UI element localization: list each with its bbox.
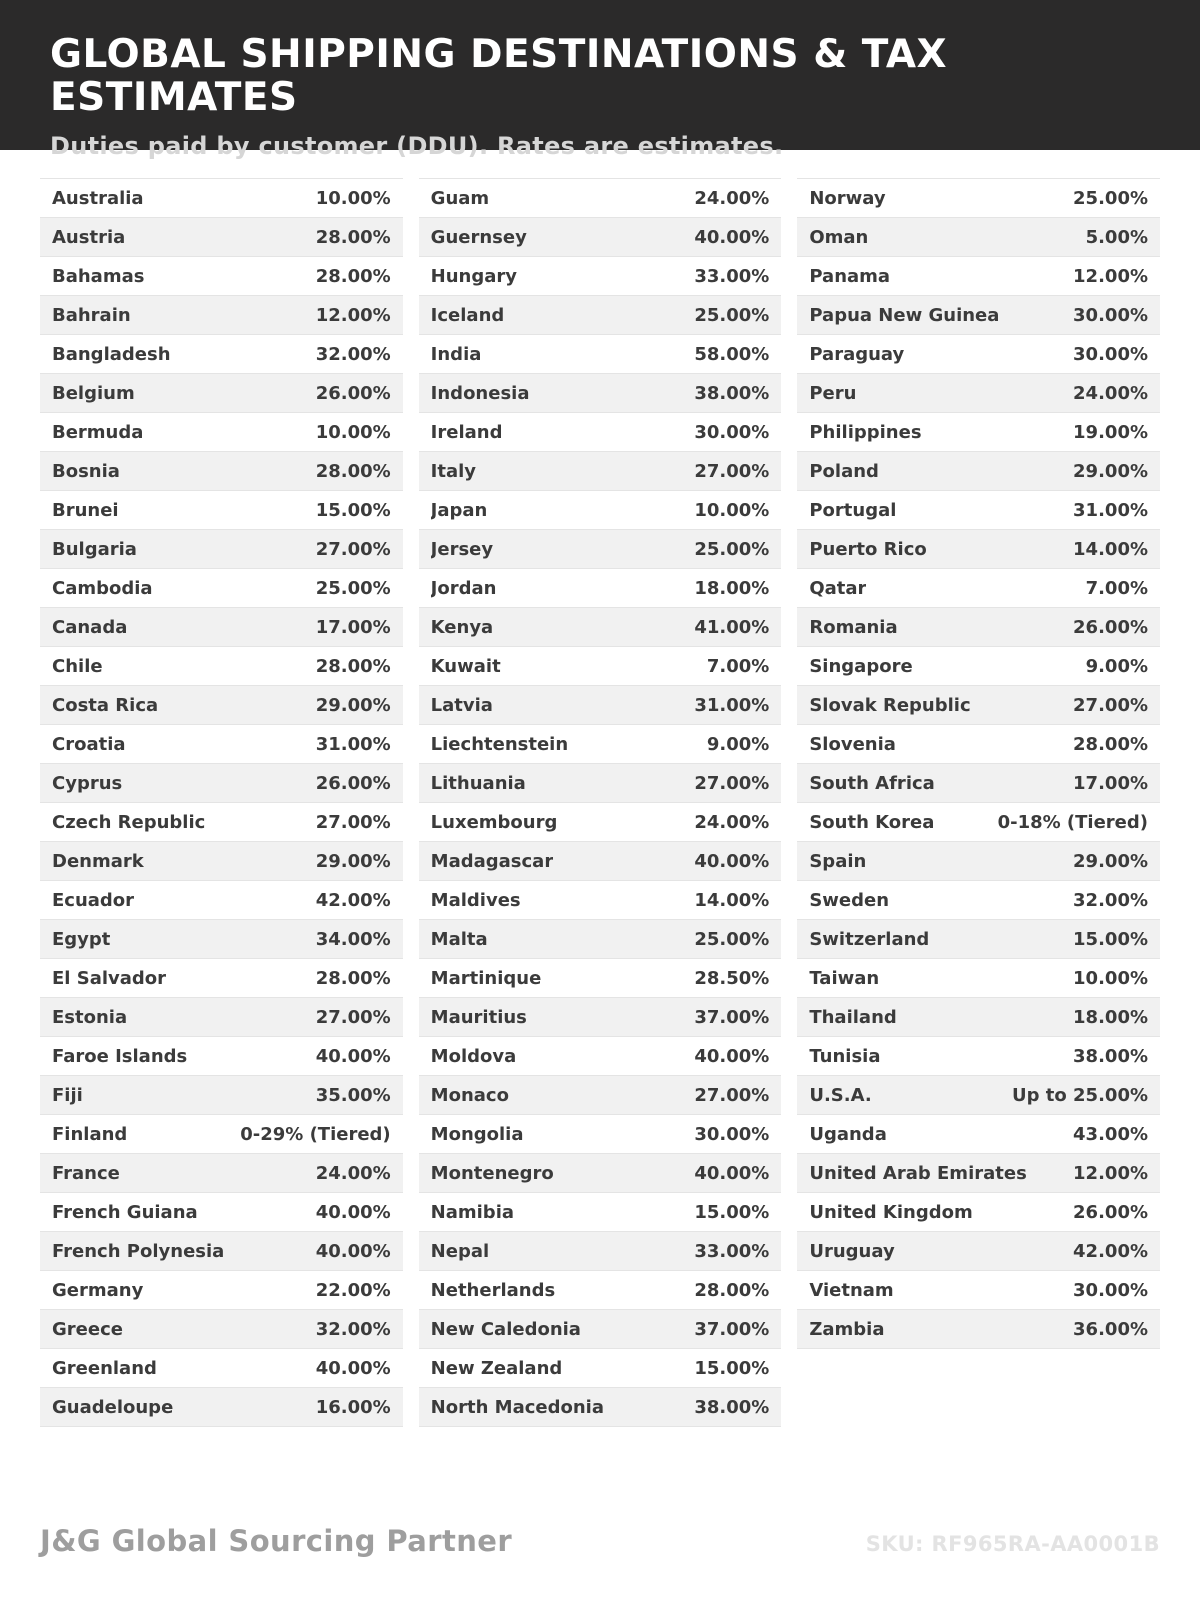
tax-rate: 27.00%: [694, 460, 770, 482]
tax-rate: 12.00%: [1073, 265, 1149, 287]
table-row: [40, 1154, 403, 1193]
table-row: [419, 764, 782, 803]
tax-rate: 30.00%: [1073, 1279, 1149, 1301]
table-row: [797, 374, 1160, 413]
table-row: [797, 530, 1160, 569]
page-title: GLOBAL SHIPPING DESTINATIONS & TAX ESTIMATES: [50, 32, 948, 120]
tax-rate: 40.00%: [315, 1240, 391, 1262]
tax-rate: 33.00%: [694, 265, 770, 287]
country-name: South Korea: [809, 811, 935, 833]
table-row: [797, 1310, 1160, 1349]
table-row: [797, 1076, 1160, 1115]
country-name: Japan: [430, 499, 488, 521]
table-row: [419, 1349, 782, 1388]
tax-rate: 15.00%: [315, 499, 391, 521]
page-subtitle: Duties paid by customer (DDU). Rates are estimates.: [50, 131, 784, 160]
tax-rate: 33.00%: [694, 1240, 770, 1262]
country-name: Greece: [52, 1318, 123, 1340]
table-row: [419, 335, 782, 374]
tax-rate: 31.00%: [1073, 499, 1149, 521]
tax-rate: 28.00%: [1073, 733, 1149, 755]
country-name: Indonesia: [430, 382, 530, 404]
rates-table: [0, 150, 1200, 1427]
table-row: [419, 257, 782, 296]
country-name: Guam: [430, 187, 490, 209]
table-row: [40, 725, 403, 764]
country-name: Maldives: [430, 889, 521, 911]
tax-rate: 40.00%: [315, 1357, 391, 1379]
country-name: Moldova: [430, 1045, 517, 1067]
table-row: [40, 179, 403, 218]
tax-rate: 17.00%: [1073, 772, 1149, 794]
country-name: Luxembourg: [430, 811, 558, 833]
country-name: Costa Rica: [52, 694, 159, 716]
tax-rate: 5.00%: [1085, 226, 1149, 248]
table-row: [40, 452, 403, 491]
tax-rate: 15.00%: [694, 1357, 770, 1379]
table-row: [797, 569, 1160, 608]
tax-rate: 58.00%: [694, 343, 770, 365]
country-name: Austria: [52, 226, 126, 248]
rate-column: [419, 178, 782, 1427]
country-name: Portugal: [809, 499, 897, 521]
table-row: [797, 257, 1160, 296]
table-row: [797, 803, 1160, 842]
country-name: Australia: [52, 187, 144, 209]
tax-rate: 24.00%: [694, 811, 770, 833]
tax-rate: 26.00%: [1073, 1201, 1149, 1223]
table-row: [419, 998, 782, 1037]
table-row: [419, 1232, 782, 1271]
table-row: [419, 686, 782, 725]
tax-rate: 40.00%: [694, 226, 770, 248]
country-name: New Zealand: [430, 1357, 563, 1379]
country-name: Nepal: [430, 1240, 490, 1262]
table-row: [419, 608, 782, 647]
country-name: Iceland: [430, 304, 505, 326]
tax-rate: 28.50%: [694, 967, 770, 989]
tax-rate: Up to 25.00%: [1012, 1084, 1149, 1106]
brand-text: J&G Global Sourcing Partner: [40, 1524, 513, 1558]
table-row: [40, 296, 403, 335]
table-row: [40, 1388, 403, 1427]
country-name: Poland: [809, 460, 879, 482]
tax-rate: 37.00%: [694, 1006, 770, 1028]
tax-rate: 10.00%: [694, 499, 770, 521]
country-name: Montenegro: [430, 1162, 554, 1184]
table-row: [797, 1154, 1160, 1193]
country-name: Peru: [809, 382, 857, 404]
tax-rate: 42.00%: [1073, 1240, 1149, 1262]
tax-rate: 30.00%: [1073, 304, 1149, 326]
tax-rate: 17.00%: [315, 616, 391, 638]
tax-rate: 32.00%: [1073, 889, 1149, 911]
country-name: Martinique: [430, 967, 542, 989]
table-row: [419, 1154, 782, 1193]
tax-rate: 36.00%: [1073, 1318, 1149, 1340]
country-name: Cyprus: [52, 772, 123, 794]
table-row: [419, 1271, 782, 1310]
country-name: United Arab Emirates: [809, 1162, 1027, 1184]
tax-rate: 29.00%: [1073, 850, 1149, 872]
country-name: Bangladesh: [52, 343, 171, 365]
tax-rate: 26.00%: [315, 772, 391, 794]
table-row: [419, 413, 782, 452]
table-row: [40, 1115, 403, 1154]
table-row: [40, 374, 403, 413]
country-name: Taiwan: [809, 967, 880, 989]
country-name: Brunei: [52, 499, 119, 521]
country-name: Germany: [52, 1279, 144, 1301]
country-name: Papua New Guinea: [809, 304, 1000, 326]
table-row: [419, 1388, 782, 1427]
tax-rate: 42.00%: [315, 889, 391, 911]
tax-rate: 10.00%: [1073, 967, 1149, 989]
tax-rate: 28.00%: [315, 265, 391, 287]
tax-rate: 15.00%: [1073, 928, 1149, 950]
country-name: Croatia: [52, 733, 126, 755]
tax-rate: 7.00%: [1085, 577, 1149, 599]
country-name: Kenya: [430, 616, 494, 638]
country-name: Estonia: [52, 1006, 128, 1028]
country-name: Vietnam: [809, 1279, 894, 1301]
tax-rate: 31.00%: [315, 733, 391, 755]
tax-rate: 27.00%: [694, 772, 770, 794]
country-name: Italy: [430, 460, 477, 482]
country-name: Romania: [809, 616, 898, 638]
country-name: Czech Republic: [52, 811, 206, 833]
table-row: [797, 647, 1160, 686]
table-row: [797, 608, 1160, 647]
table-row: [419, 842, 782, 881]
tax-rate: 12.00%: [315, 304, 391, 326]
table-row: [797, 881, 1160, 920]
country-name: Liechtenstein: [430, 733, 569, 755]
table-row: [419, 1310, 782, 1349]
table-row: [419, 179, 782, 218]
tax-rate: 9.00%: [1085, 655, 1149, 677]
tax-rate: 40.00%: [694, 1045, 770, 1067]
tax-rate: 24.00%: [1073, 382, 1149, 404]
country-name: Singapore: [809, 655, 913, 677]
country-name: France: [52, 1162, 120, 1184]
country-name: Monaco: [430, 1084, 509, 1106]
table-row: [419, 218, 782, 257]
table-row: [419, 803, 782, 842]
table-row: [797, 452, 1160, 491]
country-name: Fiji: [52, 1084, 83, 1106]
table-row: [419, 1193, 782, 1232]
country-name: Panama: [809, 265, 891, 287]
tax-rate: 28.00%: [315, 655, 391, 677]
tax-rate: 30.00%: [1073, 343, 1149, 365]
tax-rate: 24.00%: [694, 187, 770, 209]
table-row: [797, 1193, 1160, 1232]
tax-rate: 30.00%: [694, 421, 770, 443]
table-row: [40, 959, 403, 998]
country-name: French Polynesia: [52, 1240, 225, 1262]
tax-rate: 26.00%: [315, 382, 391, 404]
table-row: [40, 335, 403, 374]
country-name: North Macedonia: [430, 1396, 604, 1418]
table-row: [797, 1232, 1160, 1271]
tax-rate: 18.00%: [694, 577, 770, 599]
table-row: [419, 452, 782, 491]
tax-rate: 40.00%: [694, 1162, 770, 1184]
tax-rate: 38.00%: [694, 382, 770, 404]
country-name: Canada: [52, 616, 128, 638]
table-row: [419, 374, 782, 413]
table-row: [40, 686, 403, 725]
table-row: [419, 530, 782, 569]
table-row: [40, 1232, 403, 1271]
tax-rate: 38.00%: [1073, 1045, 1149, 1067]
tax-rate: 12.00%: [1073, 1162, 1149, 1184]
tax-rate: 25.00%: [315, 577, 391, 599]
tax-rate: 14.00%: [694, 889, 770, 911]
country-name: Oman: [809, 226, 869, 248]
table-row: [40, 842, 403, 881]
table-row: [40, 998, 403, 1037]
country-name: Sweden: [809, 889, 890, 911]
tax-rate: 27.00%: [1073, 694, 1149, 716]
tax-rate: 26.00%: [1073, 616, 1149, 638]
table-row: [797, 998, 1160, 1037]
tax-rate: 0-18% (Tiered): [997, 811, 1149, 833]
table-row: [797, 686, 1160, 725]
table-row: [40, 608, 403, 647]
tax-rate: 10.00%: [315, 421, 391, 443]
country-name: Uruguay: [809, 1240, 895, 1262]
country-name: Greenland: [52, 1357, 157, 1379]
table-row: [797, 725, 1160, 764]
table-row: [419, 491, 782, 530]
tax-rate: 7.00%: [706, 655, 770, 677]
table-row: [419, 296, 782, 335]
tax-rate: 28.00%: [315, 226, 391, 248]
country-name: Philippines: [809, 421, 922, 443]
tax-rate: 18.00%: [1073, 1006, 1149, 1028]
country-name: Switzerland: [809, 928, 930, 950]
country-name: Mongolia: [430, 1123, 524, 1145]
country-name: Thailand: [809, 1006, 897, 1028]
country-name: Namibia: [430, 1201, 515, 1223]
country-name: Netherlands: [430, 1279, 556, 1301]
country-name: Norway: [809, 187, 886, 209]
country-name: Denmark: [52, 850, 144, 872]
table-row: [40, 257, 403, 296]
country-name: Zambia: [809, 1318, 885, 1340]
tax-rate: 25.00%: [694, 304, 770, 326]
country-name: United Kingdom: [809, 1201, 973, 1223]
table-row: [40, 1076, 403, 1115]
table-row: [40, 764, 403, 803]
country-name: Guadeloupe: [52, 1396, 174, 1418]
country-name: Hungary: [430, 265, 518, 287]
tax-rate: 31.00%: [694, 694, 770, 716]
table-row: [797, 959, 1160, 998]
country-name: El Salvador: [52, 967, 167, 989]
table-row: [419, 1115, 782, 1154]
tax-rate: 38.00%: [694, 1396, 770, 1418]
country-name: Guernsey: [430, 226, 527, 248]
tax-rate: 27.00%: [315, 538, 391, 560]
tax-rate: 29.00%: [1073, 460, 1149, 482]
country-name: Bahrain: [52, 304, 131, 326]
tax-rate: 9.00%: [706, 733, 770, 755]
tax-rate: 32.00%: [315, 343, 391, 365]
country-name: South Africa: [809, 772, 935, 794]
table-row: [797, 413, 1160, 452]
table-row: [797, 218, 1160, 257]
tax-rate: 15.00%: [694, 1201, 770, 1223]
tax-rate: 10.00%: [315, 187, 391, 209]
table-row: [797, 491, 1160, 530]
tax-rate: 29.00%: [315, 850, 391, 872]
table-row: [419, 725, 782, 764]
country-name: Finland: [52, 1123, 128, 1145]
tax-rate: 28.00%: [315, 967, 391, 989]
table-row: [419, 881, 782, 920]
tax-rate: 32.00%: [315, 1318, 391, 1340]
tax-rate: 34.00%: [315, 928, 391, 950]
country-name: Bahamas: [52, 265, 145, 287]
table-row: [40, 1310, 403, 1349]
tax-rate: 25.00%: [1073, 187, 1149, 209]
tax-rate: 25.00%: [694, 928, 770, 950]
country-name: French Guiana: [52, 1201, 198, 1223]
country-name: Lithuania: [430, 772, 526, 794]
country-name: Paraguay: [809, 343, 905, 365]
country-name: Ireland: [430, 421, 503, 443]
table-row: [419, 569, 782, 608]
country-name: Puerto Rico: [809, 538, 927, 560]
tax-rate: 28.00%: [315, 460, 391, 482]
table-row: [797, 842, 1160, 881]
rate-column: [797, 178, 1160, 1427]
table-row: [40, 1349, 403, 1388]
country-name: Madagascar: [430, 850, 554, 872]
country-name: Mauritius: [430, 1006, 527, 1028]
table-row: [40, 1271, 403, 1310]
tax-rate: 28.00%: [694, 1279, 770, 1301]
tax-rate: 19.00%: [1073, 421, 1149, 443]
page-footer: [40, 1524, 1160, 1558]
table-row: [40, 413, 403, 452]
tax-rate: 25.00%: [694, 538, 770, 560]
table-row: [419, 1076, 782, 1115]
table-row: [419, 647, 782, 686]
table-row: [40, 881, 403, 920]
tax-rate: 40.00%: [315, 1201, 391, 1223]
country-name: Malta: [430, 928, 488, 950]
country-name: Ecuador: [52, 889, 135, 911]
tax-rate: 41.00%: [694, 616, 770, 638]
tax-rate: 40.00%: [694, 850, 770, 872]
country-name: Chile: [52, 655, 103, 677]
country-name: Latvia: [430, 694, 493, 716]
tax-rate: 37.00%: [694, 1318, 770, 1340]
country-name: Jersey: [430, 538, 494, 560]
table-row: [40, 647, 403, 686]
country-name: Kuwait: [430, 655, 501, 677]
country-name: New Caledonia: [430, 1318, 581, 1340]
country-name: India: [430, 343, 482, 365]
tax-rate: 35.00%: [315, 1084, 391, 1106]
table-row: [797, 335, 1160, 374]
country-name: Spain: [809, 850, 867, 872]
tax-rate: 27.00%: [315, 811, 391, 833]
tax-rate: 27.00%: [315, 1006, 391, 1028]
table-row: [797, 1115, 1160, 1154]
table-row: [797, 1271, 1160, 1310]
tax-rate: 29.00%: [315, 694, 391, 716]
country-name: Uganda: [809, 1123, 887, 1145]
country-name: Egypt: [52, 928, 111, 950]
country-name: U.S.A.: [809, 1084, 872, 1106]
country-name: Slovak Republic: [809, 694, 971, 716]
tax-rate: 27.00%: [694, 1084, 770, 1106]
table-row: [40, 1193, 403, 1232]
table-row: [40, 1037, 403, 1076]
table-row: [797, 920, 1160, 959]
country-name: Slovenia: [809, 733, 896, 755]
country-name: Jordan: [430, 577, 497, 599]
page-header: [0, 0, 1200, 160]
table-row: [797, 179, 1160, 218]
tax-rate: 30.00%: [694, 1123, 770, 1145]
table-row: [419, 959, 782, 998]
sku-label: SKU: RF965RA-AA0001B: [865, 1532, 1160, 1556]
country-name: Bulgaria: [52, 538, 137, 560]
rate-column: [40, 178, 403, 1427]
table-row: [797, 764, 1160, 803]
tax-rate: 43.00%: [1073, 1123, 1149, 1145]
country-name: Bosnia: [52, 460, 120, 482]
table-row: [797, 1037, 1160, 1076]
country-name: Bermuda: [52, 421, 144, 443]
country-name: Tunisia: [809, 1045, 881, 1067]
table-row: [40, 218, 403, 257]
tax-rate: 16.00%: [315, 1396, 391, 1418]
table-row: [40, 491, 403, 530]
tax-rate: 22.00%: [315, 1279, 391, 1301]
tax-rate: 14.00%: [1073, 538, 1149, 560]
country-name: Cambodia: [52, 577, 153, 599]
table-row: [40, 569, 403, 608]
table-row: [40, 530, 403, 569]
country-name: Qatar: [809, 577, 867, 599]
table-row: [419, 1037, 782, 1076]
table-row: [419, 920, 782, 959]
table-row: [40, 803, 403, 842]
tax-rate: 24.00%: [315, 1162, 391, 1184]
table-row: [40, 920, 403, 959]
table-row: [797, 296, 1160, 335]
tax-rate: 0-29% (Tiered): [240, 1123, 391, 1145]
country-name: Faroe Islands: [52, 1045, 188, 1067]
country-name: Belgium: [52, 382, 135, 404]
tax-rate: 40.00%: [315, 1045, 391, 1067]
